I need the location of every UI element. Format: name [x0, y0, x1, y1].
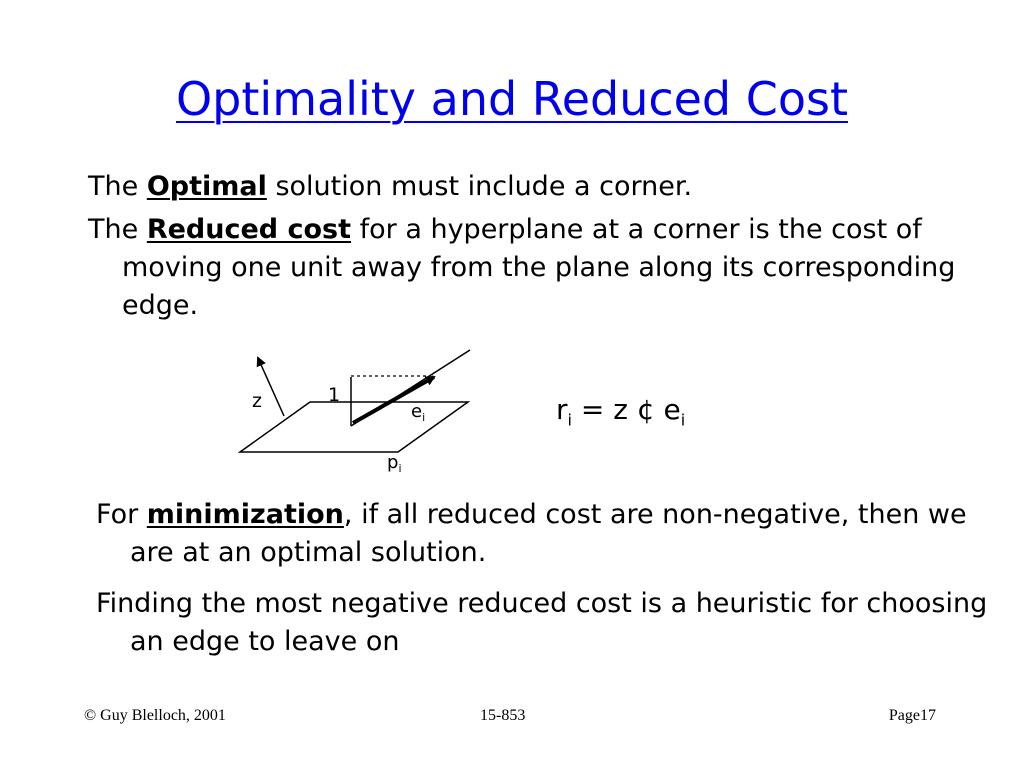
e-label: [411, 401, 425, 424]
optimal-term: Optimal: [146, 171, 267, 202]
optimal-statement: [88, 168, 1002, 206]
footer-copyright: © Guy Blelloch, 2001: [84, 707, 226, 724]
footer-course: 15-853: [480, 707, 526, 724]
p-label-sub: i: [398, 462, 402, 475]
p1-suffix: solution must include a corner.: [266, 171, 693, 202]
p2-prefix: The: [88, 214, 147, 245]
z-label: z: [252, 390, 262, 412]
p3-suffix: , if all reduced cost are non-negative, then we are at an optimal solution.: [130, 499, 967, 568]
reduced-cost-formula: [556, 393, 685, 430]
footer-page-number: Page17: [888, 707, 936, 724]
formula-r-sub: i: [567, 410, 572, 430]
formula-e-sub: i: [680, 410, 686, 430]
reduced-cost-term: Reduced cost: [146, 214, 352, 245]
e-label-main: e: [411, 401, 423, 422]
minimization-statement: [96, 496, 990, 572]
p-label-main: p: [387, 452, 399, 473]
plane-parallelogram: [240, 402, 468, 452]
hyperplane-diagram: [230, 340, 490, 490]
reduced-cost-definition: [88, 211, 1002, 325]
p1-prefix: The: [88, 171, 147, 202]
minimization-term: minimization: [146, 499, 344, 530]
heuristic-statement: Finding the most negative reduced cost is a heuristic for choosing an edge to leave on: [96, 588, 988, 657]
formula-mid: = z ¢ e: [571, 393, 681, 426]
p-label: [387, 452, 402, 475]
one-label: 1: [328, 384, 341, 406]
p3-prefix: For: [96, 499, 147, 530]
slide-title: Optimality and Reduced Cost: [175, 72, 849, 126]
formula-r: r: [556, 393, 568, 426]
e-label-sub: i: [422, 411, 426, 424]
p2-suffix: for a hyperplane at a corner is the cost of moving one unit away from the plane along its corresponding edge.: [122, 214, 956, 321]
